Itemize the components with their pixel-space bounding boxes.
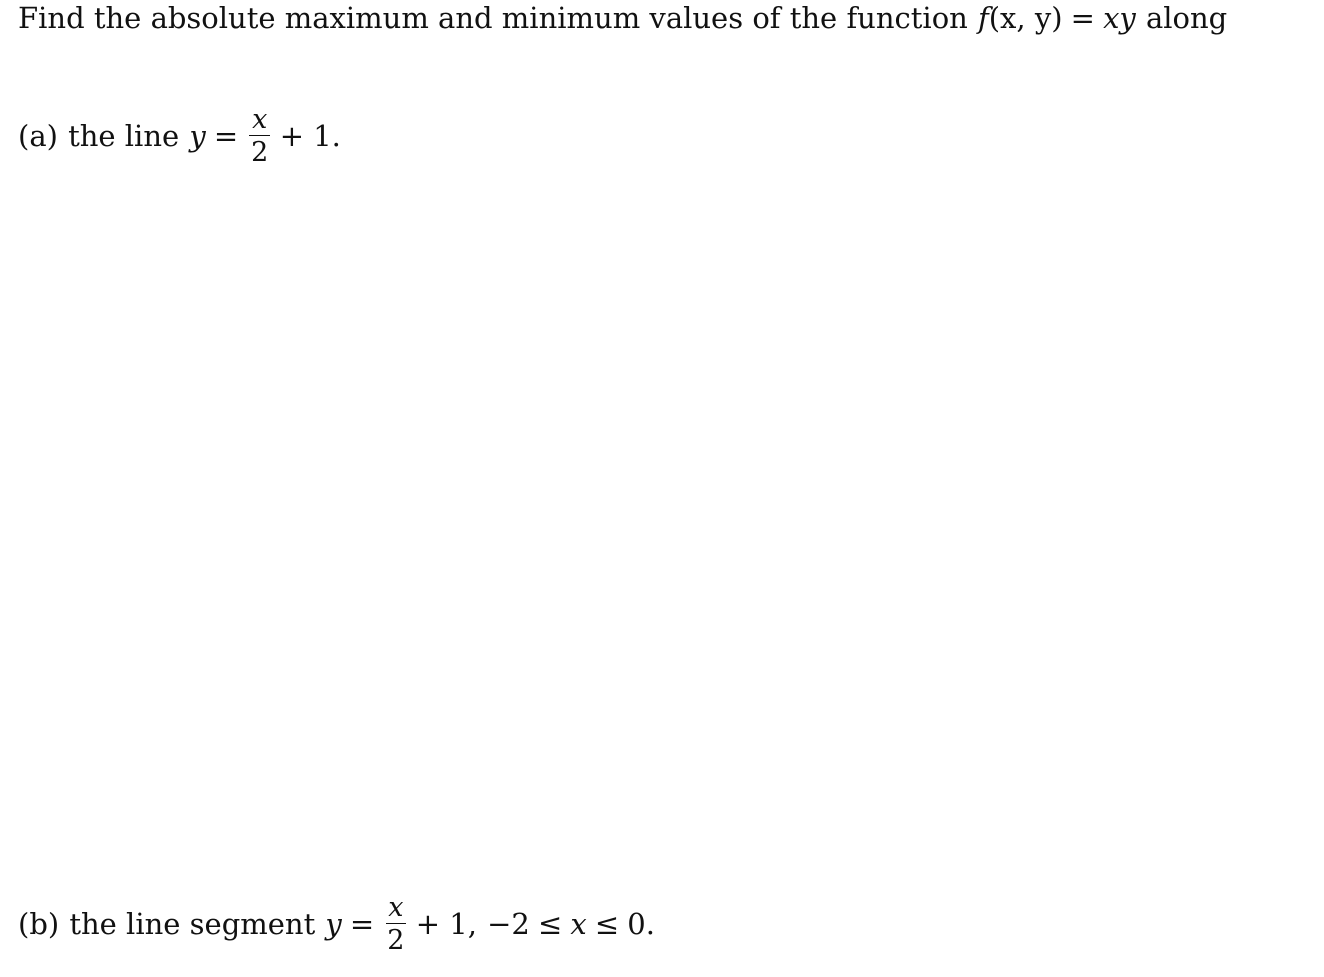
leq-sign-2: ≤ [594, 906, 620, 941]
part-a-fraction [249, 106, 270, 166]
equals-sign: = [1070, 1, 1095, 35]
leq-sign-1: ≤ [537, 906, 563, 941]
part-b-variable: y [325, 906, 342, 941]
function-arguments: (x, y) [988, 1, 1063, 35]
part-a [18, 106, 341, 166]
problem-statement [18, 1, 1228, 35]
part-b-fraction [386, 894, 407, 954]
part-a-text: the line [68, 118, 180, 153]
part-b [18, 894, 655, 954]
part-a-equals: = [213, 118, 239, 153]
part-a-label: (a) [18, 118, 58, 153]
part-a-tail: + 1. [279, 118, 341, 153]
part-b-numerator: x [388, 892, 404, 923]
function-expression: xy [1103, 1, 1136, 35]
part-a-numerator: x [252, 104, 268, 135]
part-a-denominator: 2 [251, 137, 269, 168]
constraint-lower-bound: −2 [487, 906, 530, 941]
part-b-equals: = [349, 906, 375, 941]
part-b-text: the line segment [69, 906, 316, 941]
part-b-tail: + 1, [415, 906, 477, 941]
function-name: f [977, 1, 989, 35]
part-b-label: (b) [18, 906, 60, 941]
part-b-denominator: 2 [387, 925, 405, 956]
problem-text: Find the absolute maximum and minimum values of the function [18, 1, 968, 35]
constraint-upper-bound: 0. [627, 906, 655, 941]
part-a-variable: y [189, 118, 206, 153]
problem-text-trailing: along [1145, 1, 1228, 35]
constraint-variable: x [570, 906, 587, 941]
